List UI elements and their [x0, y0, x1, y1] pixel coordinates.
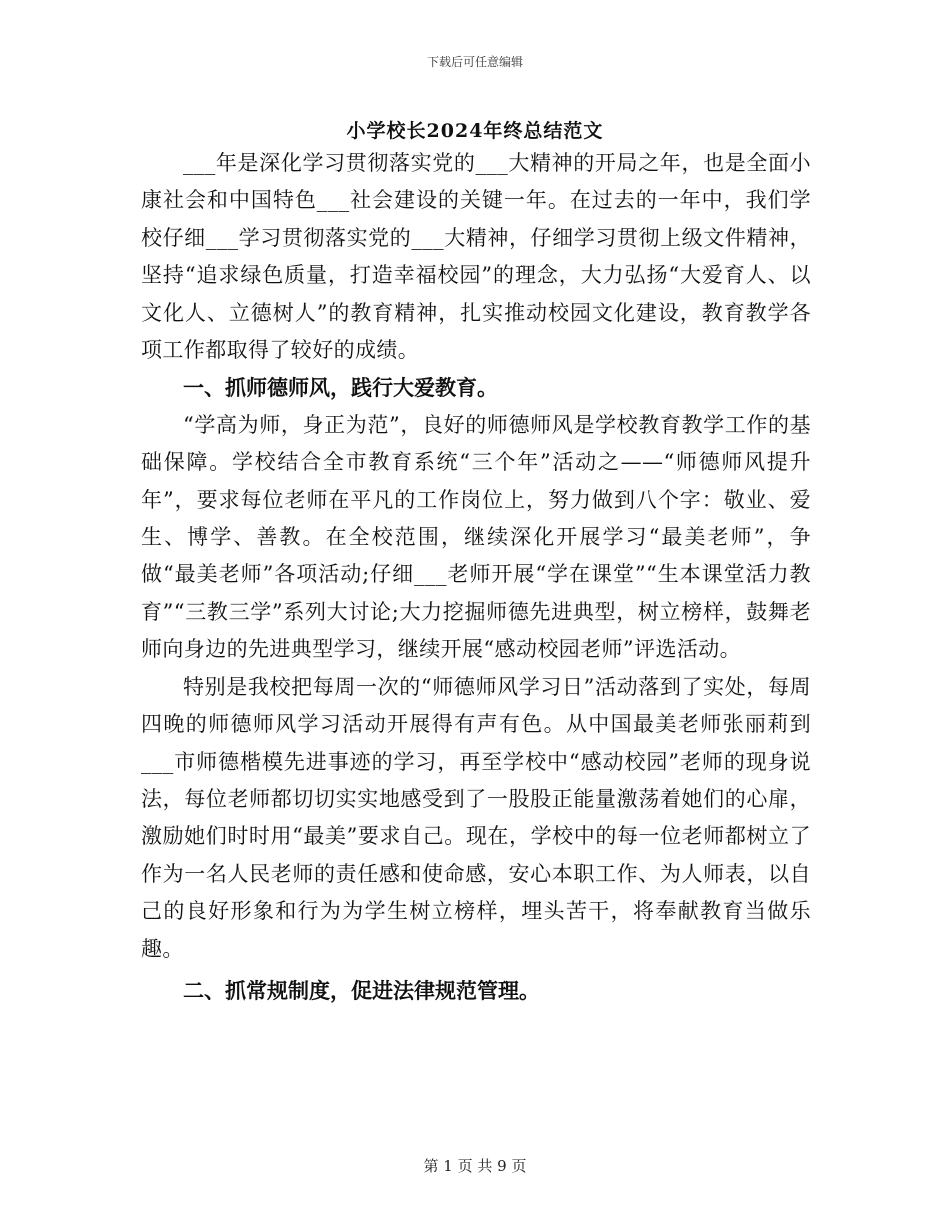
paragraph-intro: ___年是深化学习贯彻落实党的___大精神的开局之年，也是全面小康社会和中国特色___社会建设的关键一年。在过去的一年中，我们学校仔细___学习贯彻落实党的___大精神，仔细学习贯彻上级文件精神，坚持“追求绿色质量，打造幸福校园”的理念，大力弘扬“大爱育人、以文化人、立德树人”的教育精神，扎实推动校园文化建设，教育教学各项工作都取得了较好的成绩。 — [141, 151, 811, 363]
paragraph-section-1b: 特别是我校把每周一次的“师德师风学习日”活动落到了实处，每周四晚的师德师风学习活动开展得有声有色。从中国最美老师张丽莉到___市师德楷模先进事迹的学习，再至学校中“感动校园”老师的现身说法，每位老师都切切实实地感受到了一股股正能量激荡着她们的心扉，激励她们时时用“最美”要求自己。现在，学校中的每一位老师都树立了作为一名人民老师的责任感和使命感，安心本职工作、为人师表，以自己的良好形象和行为为学生树立榜样，埋头苦干，将奉献教育当做乐趣。 — [141, 674, 811, 961]
paragraph-section-1a: “学高为师，身正为范”，良好的师德师风是学校教育教学工作的基础保障。学校结合全市教育系统“三个年”活动之——“师德师风提升年”，要求每位老师在平凡的工作岗位上，努力做到八个字：敬业、爱生、博学、善教。在全校范围，继续深化开展学习“最美老师”，争做“最美老师”各项活动;仔细___老师开展“学在课堂”“生本课堂活力教育”“三教三学”系列大讨论;大力挖掘师德先进典型，树立榜样，鼓舞老师向身边的先进典型学习，继续开展“感动校园老师”评选活动。 — [141, 412, 811, 662]
header-note: 下载后可任意编辑 — [426, 55, 523, 69]
section-heading-2: 二、抓常规制度，促进法律规范管理。 — [183, 977, 540, 1003]
page-footer: 第 1 页 共 9 页 — [423, 1157, 527, 1175]
document-body — [141, 145, 811, 1009]
document-title: 小学校长2024年终总结范文 — [346, 120, 604, 142]
section-heading-1: 一、抓师德师风，践行大爱教育。 — [183, 375, 498, 401]
